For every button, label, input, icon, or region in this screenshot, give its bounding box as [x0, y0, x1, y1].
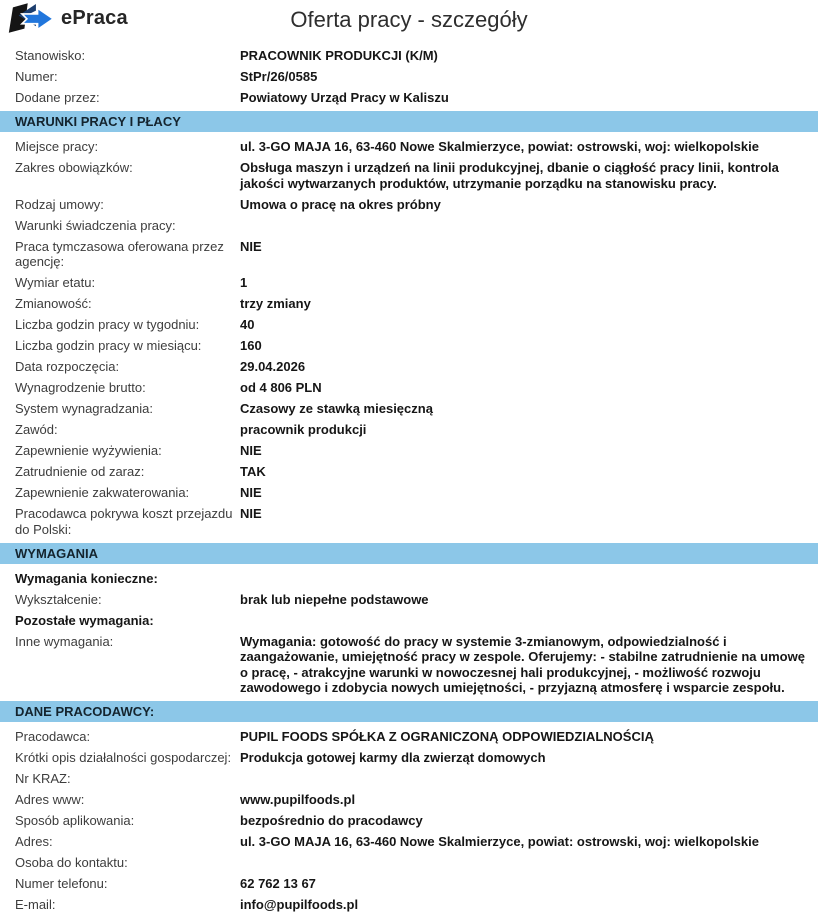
row-label-zapewnienie-zakwaterowania: Zapewnienie zakwaterowania: [15, 485, 190, 500]
row-value-zakres-obowiazkow: Obsługa maszyn i urządzeń na linii produkcyjnej, dbanie o ciągłość pracy linii, kontrola jakości wytwarzanych produktów, utrzymanie porządku na stanowisku pracy. [240, 160, 779, 191]
row-label-zatrudnienie-od-zaraz: Zatrudnienie od zaraz: [15, 464, 145, 479]
row-stanowisko [0, 48, 818, 64]
row-zapewnienie-wyzywienia [0, 443, 818, 459]
row-label-numer-telefonu: Numer telefonu: [15, 876, 108, 891]
row-zmianowosc [0, 296, 818, 312]
row-label-numer: Numer: [15, 69, 58, 84]
row-label-zmianowosc: Zmianowość: [15, 296, 92, 311]
row-miejsce-pracy [0, 139, 818, 155]
page-title: Oferta pracy - szczegóły [290, 7, 528, 32]
row-adres [0, 834, 818, 850]
row-zawod [0, 422, 818, 438]
row-wynagrodzenie-brutto [0, 380, 818, 396]
row-label-zawod: Zawód: [15, 422, 58, 437]
row-value-wymiar-etatu: 1 [240, 275, 248, 290]
row-rodzaj-umowy [0, 197, 818, 213]
row-label-godziny-miesiac: Liczba godzin pracy w miesiącu: [15, 338, 202, 353]
row-value-pozostale-wymagania [240, 613, 808, 629]
row-value-wynagrodzenie-brutto: od 4 806 PLN [240, 380, 322, 395]
row-value-pracodawca: PUPIL FOODS SPÓŁKA Z OGRANICZONĄ ODPOWIEDZIALNOŚCIĄ [240, 729, 654, 744]
row-label-pracodawca: Pracodawca: [15, 729, 91, 744]
section-header-warunki-pracy-i-placy: WARUNKI PRACY I PŁACY [0, 111, 818, 132]
row-wymiar-etatu [0, 275, 818, 291]
row-label-zakres-obowiazkow: Zakres obowiązków: [15, 160, 133, 175]
row-warunki-swiadczenia-pracy [0, 218, 818, 234]
section-header-dane-pracodawcy: DANE PRACODAWCY: [0, 701, 818, 722]
row-label-pozostale-wymagania: Pozostałe wymagania: [15, 612, 154, 628]
logo-text: ePraca [61, 6, 128, 29]
offer-details [0, 40, 818, 913]
row-label-adres-www: Adres www: [15, 792, 85, 807]
section-header-wymagania: WYMAGANIA [0, 543, 818, 564]
row-label-system-wynagradzania: System wynagradzania: [15, 401, 154, 416]
row-praca-tymczasowa [0, 239, 818, 270]
row-label-nr-kraz: Nr KRAZ: [15, 771, 71, 786]
row-label-adres: Adres: [15, 834, 53, 849]
row-pracodawca [0, 729, 818, 745]
row-value-numer: StPr/26/0585 [240, 69, 318, 84]
row-godziny-tydzien [0, 317, 818, 333]
row-wyksztalcenie [0, 592, 818, 608]
row-label-osoba-do-kontaktu: Osoba do kontaktu: [15, 855, 128, 870]
row-label-praca-tymczasowa: Praca tymczasowa oferowana przez agencję: [15, 238, 224, 269]
row-pozostale-wymagania [0, 613, 818, 629]
row-dodane-przez [0, 90, 818, 106]
app-logo[interactable] [8, 3, 128, 33]
row-value-koszt-przejazdu: NIE [240, 506, 262, 521]
row-label-e-mail: E-mail: [15, 897, 56, 912]
row-label-zapewnienie-wyzywienia: Zapewnienie wyżywienia: [15, 443, 162, 458]
row-value-nr-kraz [240, 771, 808, 787]
row-value-adres: ul. 3-GO MAJA 16, 63-460 Nowe Skalmierzyce, powiat: ostrowski, woj: wielkopolskie [240, 834, 759, 849]
row-krotki-opis [0, 750, 818, 766]
row-nr-kraz [0, 771, 818, 787]
row-wymagania-konieczne [0, 571, 818, 587]
row-label-miejsce-pracy: Miejsce pracy: [15, 139, 99, 154]
row-godziny-miesiac [0, 338, 818, 354]
row-label-wyksztalcenie: Wykształcenie: [15, 591, 102, 607]
row-label-warunki-swiadczenia-pracy: Warunki świadczenia pracy: [15, 217, 176, 233]
row-label-data-rozpoczecia: Data rozpoczęcia: [15, 359, 120, 374]
row-osoba-do-kontaktu [0, 855, 818, 871]
row-label-godziny-tydzien: Liczba godzin pracy w tygodniu: [15, 317, 200, 332]
row-label-dodane-przez: Dodane przez: [15, 90, 100, 105]
row-value-zapewnienie-wyzywienia: NIE [240, 443, 262, 458]
epraca-logo-icon [8, 3, 54, 33]
row-value-system-wynagradzania: Czasowy ze stawką miesięczną [240, 401, 433, 416]
row-label-wymagania-konieczne: Wymagania konieczne: [15, 570, 158, 586]
row-label-koszt-przejazdu: Pracodawca pokrywa koszt przejazdu do Polski: [15, 506, 233, 537]
row-numer-telefonu [0, 876, 818, 892]
row-value-warunki-swiadczenia-pracy [240, 218, 808, 234]
row-value-inne-wymagania: Wymagania: gotowość do pracy w systemie 3-zmianowym, odpowiedzialność i zaangażowanie, umiejętność pracy w zespole. Oferujemy: - stabilne zatrudnienie na umowę o pracę, - atrakcyjne warunki w nowoczesnej hali produkcyjnej, - możliwość rozwoju zawodowego i zdobycia nowych umiejętności, - przyjazną atmosferę i wsparcie zespołu. [240, 633, 805, 695]
row-system-wynagradzania [0, 401, 818, 417]
row-numer [0, 69, 818, 85]
row-e-mail [0, 897, 818, 913]
row-value-praca-tymczasowa: NIE [240, 238, 262, 254]
row-label-sposob-aplikowania: Sposób aplikowania: [15, 813, 135, 828]
row-koszt-przejazdu [0, 506, 818, 537]
row-value-stanowisko: PRACOWNIK PRODUKCJI (K/M) [240, 48, 438, 63]
row-value-godziny-tydzien: 40 [240, 317, 255, 332]
row-adres-www [0, 792, 818, 808]
row-value-sposob-aplikowania: bezpośrednio do pracodawcy [240, 813, 423, 828]
page-header [0, 0, 818, 40]
row-value-data-rozpoczecia: 29.04.2026 [240, 359, 306, 374]
row-value-wyksztalcenie: brak lub niepełne podstawowe [240, 591, 429, 607]
row-zapewnienie-zakwaterowania [0, 485, 818, 501]
row-value-numer-telefonu: 62 762 13 67 [240, 876, 316, 891]
row-inne-wymagania [0, 634, 818, 696]
row-value-wymagania-konieczne [240, 571, 808, 587]
row-value-osoba-do-kontaktu [240, 855, 808, 871]
row-value-e-mail: info@pupilfoods.pl [240, 897, 359, 912]
row-value-godziny-miesiac: 160 [240, 338, 262, 353]
row-value-adres-www: www.pupilfoods.pl [240, 792, 356, 807]
row-label-rodzaj-umowy: Rodzaj umowy: [15, 196, 104, 212]
row-label-wynagrodzenie-brutto: Wynagrodzenie brutto: [15, 380, 146, 395]
row-value-rodzaj-umowy: Umowa o pracę na okres próbny [240, 196, 441, 212]
row-zakres-obowiazkow [0, 160, 818, 191]
row-sposob-aplikowania [0, 813, 818, 829]
row-value-miejsce-pracy: ul. 3-GO MAJA 16, 63-460 Nowe Skalmierzyce, powiat: ostrowski, woj: wielkopolskie [240, 139, 759, 154]
row-value-zapewnienie-zakwaterowania: NIE [240, 485, 262, 500]
row-data-rozpoczecia [0, 359, 818, 375]
row-value-zmianowosc: trzy zmiany [240, 296, 311, 311]
row-value-zatrudnienie-od-zaraz: TAK [240, 464, 266, 479]
row-value-dodane-przez: Powiatowy Urząd Pracy w Kaliszu [240, 90, 449, 105]
row-label-wymiar-etatu: Wymiar etatu: [15, 275, 96, 290]
row-value-krotki-opis: Produkcja gotowej karmy dla zwierząt domowych [240, 750, 546, 765]
row-zatrudnienie-od-zaraz [0, 464, 818, 480]
row-label-krotki-opis: Krótki opis działalności gospodarczej: [15, 750, 232, 765]
row-label-stanowisko: Stanowisko: [15, 48, 86, 63]
row-value-zawod: pracownik produkcji [240, 422, 367, 437]
row-label-inne-wymagania: Inne wymagania: [15, 633, 114, 649]
